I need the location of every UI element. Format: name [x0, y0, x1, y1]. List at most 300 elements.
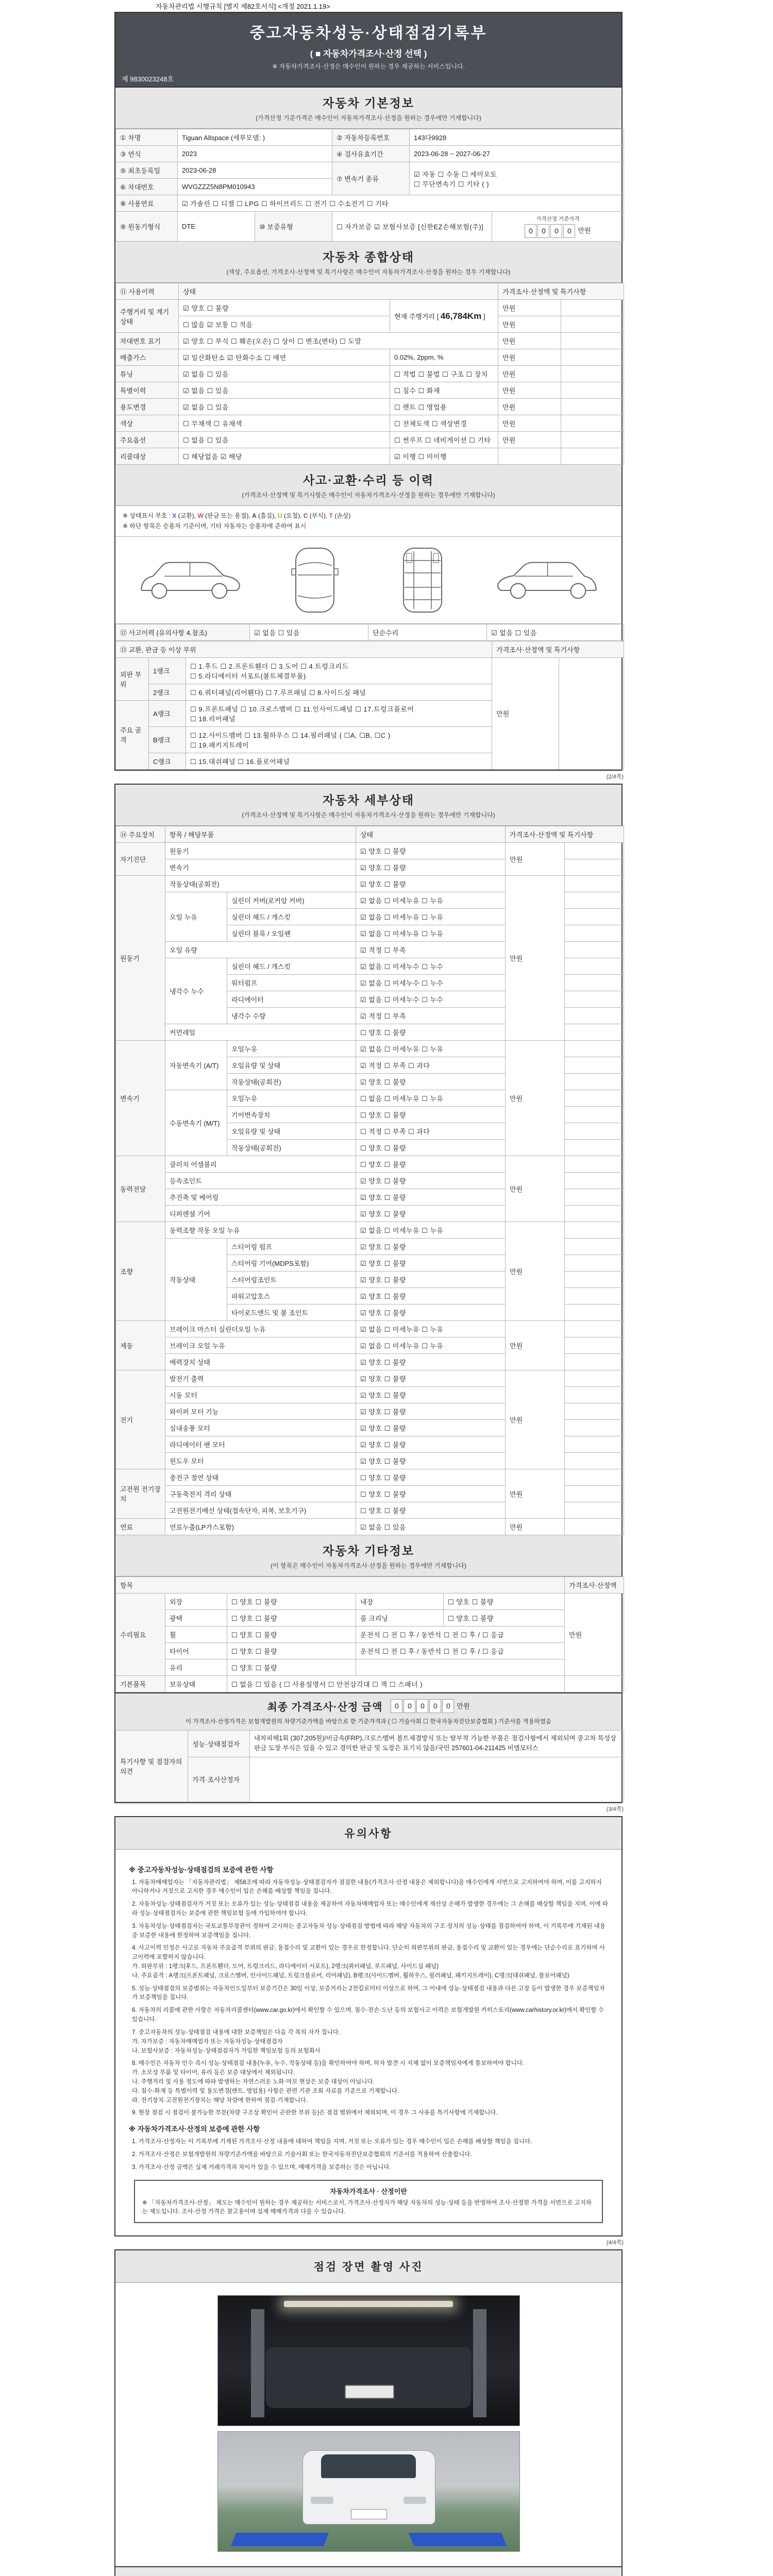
car-underside-shape: [266, 2347, 471, 2408]
coolant-leak-options[interactable]: ☑ 없음 ☐ 미세누수 ☐ 누수: [356, 974, 506, 991]
inspector-label: 성능·상태점검자: [188, 1730, 250, 1757]
accident-history-table: [115, 624, 624, 641]
brake-booster-options[interactable]: ☑ 양호 ☐ 불량: [356, 1353, 506, 1370]
emission-options[interactable]: ☑ 일산화탄소 ☑ 탄화수소 ☐ 매연: [179, 349, 390, 366]
note-cell: [565, 1255, 624, 1271]
item-label: 충전구 절연 상태: [165, 1469, 356, 1485]
inspection-photo-underbody: [217, 2295, 520, 2426]
fuel-leak-options[interactable]: ☑ 없음 ☐ 있음: [356, 1518, 506, 1535]
model-year-value: 2023: [178, 146, 332, 162]
base-price-label: 가격산정 기준가격: [536, 216, 580, 222]
price-digit-box: 0: [416, 1699, 428, 1713]
comprehensive-subtitle: (색상, 주요옵션, 가격조사·산정액 및 특기사항은 매수인이 자동차가격조사·산정을 원하는 경우 기재합니다): [226, 268, 511, 276]
column-header: 항목 / 해당부품: [165, 826, 356, 842]
notice-body: [115, 1850, 621, 2236]
exchange-price-header: 가격조사·산정액 및 특기사항: [492, 641, 624, 657]
hv-wiring-options[interactable]: ☐ 양호 ☐ 불량: [356, 1502, 506, 1518]
device-group-label: 조향: [116, 1222, 165, 1320]
item-label: 작동상태(공회전): [165, 875, 356, 892]
note-cell: [565, 941, 624, 958]
field-label: ⑦ 변속기 종류: [332, 162, 410, 195]
item-label: 발전기 출력: [165, 1370, 356, 1386]
appraiser-label: 가격·조사산정자: [188, 1757, 250, 1802]
field-label: ⑥ 차대번호: [116, 179, 178, 195]
state-code-legend: [115, 506, 621, 537]
glass-options[interactable]: ☐ 양호 ☐ 불량: [227, 1659, 356, 1675]
tire-position-options[interactable]: 운전석 ☐ 전 ☐ 후 / 동반석 ☐ 전 ☐ 후 / ☐ 응급: [356, 1642, 565, 1659]
notice-item: 1. 가격조사·산정자는 이 기록부에 기재된 가격조사·산정 내용에 대하여 책임을 지며, 거짓 또는 오류가 있는 경우 매수인이 입은 손해를 배상할 책임을 집니다.: [132, 2139, 532, 2145]
device-group-label: 연료: [116, 1518, 165, 1535]
note-cell: [565, 1271, 624, 1287]
generator-options[interactable]: ☑ 양호 ☐ 불량: [356, 1370, 506, 1386]
tierod-options[interactable]: ☑ 양호 ☐ 불량: [356, 1304, 506, 1320]
item-label: 구동축전지 격리 상태: [165, 1485, 356, 1502]
column-header: 상태: [356, 826, 506, 842]
document-title: 중고자동차성능·상태점검기록부: [249, 25, 488, 42]
note-cell: [561, 432, 624, 448]
price-cell: 만원: [492, 657, 559, 769]
notice-header: [115, 1817, 621, 1850]
legend-code-c: C: [303, 512, 308, 519]
note-cell: [561, 382, 624, 399]
item-label: 변속기: [165, 859, 356, 875]
other-info-header: [115, 1535, 621, 1577]
note-cell: [561, 415, 624, 432]
row-label: 차대번호 표기: [116, 333, 179, 349]
price-cell: 만원: [506, 1040, 565, 1156]
note-cell: [565, 1419, 624, 1436]
definition-box-title: 자동차가격조사 · 산정이란: [330, 2187, 407, 2195]
comprehensive-title: 자동차 종합상태: [323, 250, 414, 264]
option-detail-options[interactable]: ☐ 썬루프 ☐ 네비게이션 ☐ 기타: [390, 432, 498, 448]
outer-panel-label: 외판 부위: [116, 657, 149, 700]
item-label: 오일유량 및 상태: [227, 1123, 356, 1139]
commonrail-options[interactable]: ☐ 양호 ☐ 불량: [356, 1024, 506, 1040]
block-photos: [114, 2249, 623, 2567]
legend-note: ※ 하단 항목은 승용차 기준이며, 기타 자동차는 승용차에 준하여 표시: [123, 522, 307, 530]
main-frame-label: 주요 골격: [116, 700, 149, 769]
lift-post-shape: [251, 2309, 264, 2417]
price-cell: 만원: [506, 1320, 565, 1370]
note-cell: [565, 1156, 624, 1172]
clutch-options[interactable]: ☐ 양호 ☐ 불량: [356, 1156, 506, 1172]
note-cell: [565, 1403, 624, 1419]
item-label: 동력조향 작동 오일 누유: [165, 1222, 356, 1238]
cv-joint-options[interactable]: ☑ 양호 ☐ 불량: [356, 1172, 506, 1189]
sub-group-label: 작동상태: [165, 1238, 227, 1320]
item-label: 고전원전기배선 상태(접속단자, 피복, 보호기구): [165, 1502, 356, 1518]
headlight-shape: [404, 2497, 426, 2504]
car-diagram-side-right: [492, 545, 602, 615]
column-header: 항목: [116, 1577, 565, 1593]
steering-gear-options[interactable]: ☑ 양호 ☐ 불량: [356, 1255, 506, 1271]
note-cell: [565, 1436, 624, 1452]
car-diagram-side-left: [135, 545, 246, 615]
interior-options[interactable]: ☐ 양호 ☐ 불량: [444, 1593, 565, 1609]
item-label: 광택: [165, 1609, 227, 1626]
definition-box-text: ※ 「자동차가격조사·산정」 제도는 매수인이 원하는 경우 제공하는 서비스로서, 가격조사·산정자가 해당 자동차의 성능·상태 등을 반영하여 조사·산정한 가격을 서면으로 고지하는 제도입니다. 조사·산정 가격은 참고용이며 실제 매매가격과 다를 수 있습니다.: [142, 2199, 592, 2215]
coolant-leak-options[interactable]: ☑ 없음 ☐ 미세누수 ☐ 누수: [356, 958, 506, 974]
field-label: ③ 연식: [116, 146, 178, 162]
column-header: 가격조사·산정액 및 특기사항: [498, 283, 624, 300]
note-cell: [565, 1040, 624, 1057]
note-cell: [565, 1370, 624, 1386]
item-label: 오일유량 및 상태: [227, 1057, 356, 1073]
note-cell: [561, 366, 624, 382]
driveshaft-options[interactable]: ☑ 양호 ☐ 불량: [356, 1189, 506, 1205]
price-digit-box: 0: [404, 1699, 415, 1713]
rankB-part-options[interactable]: ☐ 12.사이드멤버 ☐ 13.휠하우스 ☐ 14.필러패널 ( ☐A, ☐B, ☐C ) ☐ 19.패키지트레이: [186, 726, 492, 753]
notice-item: 4. 사고이력 인정은 사고로 자동차 주요골격 부위의 판금, 용접수리 및 교환이 있는 경우로 한정합니다. 단순히 외판부위의 판금, 용접수리 및 교환이 있는 경우에는 단순수리로 표기하며 사고이력에 포함하지 않습니다. 가. 외판부위 : 1랭크(후드, 프론트휀더, 도어, 트렁크리드, 라디에이터 서포트), 2랭크(쿼터패널, 루프패널, 사이드실 패널) 나. 주요골격 : A랭크(프론트패널, 크로스멤버, 인사이드패널, 트렁크플로어, 리어패널), B랭크(사이드멤버, 휠하우스, 필러패널, 패키지트레이), C랭크(대쉬패널, 플로어패널): [132, 1945, 605, 1979]
page-marker: (4/4쪽): [606, 2240, 624, 2246]
note-cell: [565, 1106, 624, 1123]
price-cell: 만원: [506, 1222, 565, 1320]
note-cell: [565, 1123, 624, 1139]
brake-oil-options[interactable]: ☑ 없음 ☐ 미세누유 ☐ 누유: [356, 1337, 506, 1353]
item-label: 룸 크리닝: [356, 1609, 444, 1626]
column-header: ⑪ 사용이력: [116, 283, 179, 300]
notice-section-title: ※ 중고자동차성능·상태점검의 보증에 관한 사항: [129, 1866, 274, 1874]
selfdiag-engine-options[interactable]: ☑ 양호 ☐ 불량: [356, 842, 506, 859]
notice-item: 9. 현장 점검 시 점검이 불가능한 부분(차량 구조상 확인이 곤란한 부위 등)은 점검 범위에서 제외되며, 이 경우 그 사유를 특기사항에 기재합니다.: [132, 2110, 498, 2116]
polish-options[interactable]: ☐ 양호 ☐ 불량: [227, 1609, 356, 1626]
holding-state-options[interactable]: ☐ 없음 ☐ 있음 ( ☐ 사용설명서 ☐ 안전삼각대 ☐ 잭 ☐ 스패너 ): [227, 1675, 565, 1692]
accident-header: [115, 465, 621, 506]
engine-type-value: DTE: [178, 212, 255, 242]
price-cell: 만원: [498, 382, 561, 399]
wheel-options[interactable]: ☐ 양호 ☐ 불량: [227, 1626, 356, 1642]
rank-label: 2랭크: [149, 684, 186, 700]
item-label: 실린더 커버(로커암 커버): [227, 892, 356, 908]
sub-group-label: 수동변속기 (M/T): [165, 1090, 227, 1156]
field-label: ② 자동차등록번호: [332, 129, 410, 146]
item-label: 브레이크 오일 누유: [165, 1337, 356, 1353]
note-cell: [565, 1222, 624, 1238]
notice-item: 8. 매수인은 자동차 인수 즉시 성능·상태점검 내용(누유, 누수, 작동상태 등)을 확인하여야 하며, 하자 발견 시 지체 없이 보증책임자에게 통보하여야 합니다. 가. 소모성 부품 및 타이어, 유리 등은 보증 대상에서 제외됩니다. 나. 주행거리 및 사용 정도에 따라 발생하는 자연스러운 노화·마모 현상은 보증 대상이 아닙니다. 다. 침수·화재 등 특별이력 및 용도변경(렌트, 영업용) 사항은 관련 기관 조회 자료를 기준으로 기재합니다. 라. 전기장치·고전원전기장치는 해당 차량에 한하여 점검·기재합니다.: [132, 2060, 525, 2104]
basic-info-table: [115, 129, 624, 242]
photos-title: 점검 장면 촬영 사진: [313, 2261, 424, 2274]
exchange-header: ⑬ 교환, 판금 등 이상 부위: [116, 641, 492, 657]
item-label: 연료누출(LP가스포함): [165, 1518, 356, 1535]
price-cell: 만원: [506, 1370, 565, 1469]
item-label: 스티어링 기어(MDPS포함): [227, 1255, 356, 1271]
item-label: 오일누유: [227, 1090, 356, 1106]
legend-code-a: A: [252, 512, 257, 519]
block-notice: [114, 1816, 623, 2237]
headlight-shape: [311, 2497, 333, 2504]
item-label: 실린더 헤드 / 개스킷: [227, 958, 356, 974]
rank2-part-options[interactable]: ☐ 6.쿼터패널(리어휀다) ☐ 7.루프패널 ☐ 8.사이드실 패널: [186, 684, 492, 700]
mt-gear-options[interactable]: ☐ 양호 ☐ 불량: [356, 1106, 506, 1123]
item-label: 휠: [165, 1626, 227, 1642]
item-label: 원동기: [165, 842, 356, 859]
appraiser-opinion-text: [250, 1757, 624, 1802]
block-signature: [114, 2567, 623, 2576]
basic-items-label: 기본품목: [116, 1675, 165, 1692]
at-oil-leak-options[interactable]: ☑ 없음 ☐ 미세누유 ☐ 누유: [356, 1040, 506, 1057]
sub-group-label: 냉각수 누수: [165, 958, 227, 1024]
reg-no-value: 143다9928: [410, 129, 624, 146]
block-basic-info: [114, 88, 623, 771]
item-label: 유리: [165, 1659, 227, 1675]
item-label: 오일누유: [227, 1040, 356, 1057]
special-history-options[interactable]: ☑ 없음 ☐ 있음: [179, 382, 390, 399]
mt-oil-leak-options[interactable]: ☐ 없음 ☐ 미세누유 ☐ 누유: [356, 1090, 506, 1106]
usage-change-options[interactable]: ☑ 없음 ☐ 있음: [179, 399, 390, 415]
note-cell: [565, 1090, 624, 1106]
at-idle-options[interactable]: ☑ 양호 ☐ 불량: [356, 1073, 506, 1090]
transmission-options[interactable]: ☑ 자동 ☐ 수동 ☐ 세미오토 ☐ 무단변속기 ☐ 기타 ( ): [410, 162, 624, 195]
basic-info-header: [115, 88, 621, 129]
accident-subtitle: (가격조사·산정액 및 특기사항은 매수인이 자동차가격조사·산정을 원하는 경우에만 기재합니다): [242, 492, 495, 499]
mileage-status-options[interactable]: ☑ 양호 ☐ 불량: [179, 300, 390, 316]
note-cell: [565, 1172, 624, 1189]
mileage-text: 현재 주행거리 [: [394, 312, 441, 320]
notice-item: 1. 자동차매매업자는 「자동차관리법」 제58조에 따라 자동차성능·상태점검자가 점검한 내용(가격조사·산정 내용은 제외합니다)을 매수인에게 서면으로 고지하여야 하며, 이를 고지하지 아니하거나 거짓으로 고지한 경우 매수인이 입은 손해를 배상할 책임을 집니다.: [132, 1879, 602, 1895]
row-label: 주행거리 및 계기상태: [116, 300, 179, 333]
item-label: 스티어링조인트: [227, 1271, 356, 1287]
note-cell: [565, 1337, 624, 1353]
detail-subtitle: (가격조사·산정액 및 특기사항은 매수인이 자동차가격조사·산정을 원하는 경우에만 기재합니다): [242, 811, 495, 819]
fuel-options[interactable]: ☑ 가솔린 ☐ 디젤 ☐ LPG ☐ 하이브리드 ☐ 전기 ☐ 수소전기 ☐ 기타: [178, 195, 624, 212]
field-label: ⑧ 사용연료: [116, 195, 178, 212]
rank1-part-options[interactable]: ☐ 1.후드 ☐ 2.프론트휀더 ☐ 3.도어 ☐ 4.트렁크리드 ☐ 5.라디에이터 서포트(볼트체결부품): [186, 657, 492, 684]
detail-state-table: [115, 826, 624, 1535]
item-label: 파워고압호스: [227, 1287, 356, 1304]
item-label: 냉각수 수량: [227, 1007, 356, 1024]
legend-desc: (흠집),: [256, 512, 278, 519]
tire-options[interactable]: ☐ 양호 ☐ 불량: [227, 1642, 356, 1659]
column-header: 상태: [179, 283, 498, 300]
item-label: 오일 유량: [165, 941, 356, 958]
mileage-amount-options[interactable]: ☐ 많음 ☑ 보통 ☐ 적음: [179, 316, 390, 333]
coolant-quantity-options[interactable]: ☑ 적정 ☐ 부족: [356, 1007, 506, 1024]
special-detail-options[interactable]: ☐ 침수 ☐ 화재: [390, 382, 498, 399]
opinion-table: [115, 1730, 624, 1802]
selfdiag-transmission-options[interactable]: ☑ 양호 ☐ 불량: [356, 859, 506, 875]
item-label: 외장: [165, 1593, 227, 1609]
note-cell: [559, 657, 624, 769]
accident-history-options[interactable]: ☑ 없음 ☐ 있음: [250, 624, 368, 640]
item-label: 내장: [356, 1593, 444, 1609]
mt-idle-options[interactable]: ☐ 양호 ☐ 불량: [356, 1139, 506, 1156]
inspection-period-value: 2023-06-28 ~ 2027-06-27: [410, 146, 624, 162]
oil-quantity-options[interactable]: ☑ 적정 ☐ 부족: [356, 941, 506, 958]
inspector-opinion-text: 내차피해1회 (307,205원)/비금속(FRP),크로스멤버 볼트체결방식 또는 탈부착 가능한 부품은 점검사항에서 제외되며 중고차 특성상 판금 도장 부식은 있을 수 있고 경미한 판금 및 도장은 표기치 않음/국민 257601-04-211425 비엠모터스: [250, 1730, 624, 1757]
row-label: 특별이력: [116, 382, 179, 399]
power-hose-options[interactable]: ☑ 양호 ☐ 불량: [356, 1287, 506, 1304]
tuning-options[interactable]: ☑ 없음 ☐ 있음: [179, 366, 390, 382]
oil-leak-options[interactable]: ☑ 없음 ☐ 미세누유 ☐ 누유: [356, 925, 506, 941]
comprehensive-header: [115, 242, 621, 283]
room-cleaning-options[interactable]: ☐ 양호 ☐ 불량: [444, 1609, 565, 1626]
column-header: 가격조사·산정액 및 특기사항: [506, 826, 624, 842]
column-header: ⑭ 주요장치: [116, 826, 165, 842]
color-options[interactable]: ☐ 무채색 ☐ 유채색: [179, 415, 390, 432]
legend-desc: (요철),: [282, 512, 304, 519]
price-cell: 만원: [498, 316, 561, 333]
accident-history-label: ⑫ 사고이력 (유의사항 4.참조): [116, 624, 250, 640]
device-group-label: 자기진단: [116, 842, 165, 875]
item-label: 브레이크 마스터 실린더오일 누유: [165, 1320, 356, 1337]
final-price-band: [115, 1692, 621, 1730]
note-cell: [356, 1659, 565, 1675]
engine-idle-options[interactable]: ☑ 양호 ☐ 불량: [356, 875, 506, 892]
note-cell: [561, 300, 624, 316]
license-plate-shape: [351, 2509, 387, 2519]
other-info-table: [115, 1577, 624, 1692]
document-note: ※ 자동차가격조사·산정은 매수인이 원하는 경우 제공하는 서비스입니다.: [272, 63, 465, 70]
rank-label: C랭크: [149, 753, 186, 769]
note-cell: [561, 399, 624, 415]
note-cell: [565, 1502, 624, 1518]
price-unit: 만원: [578, 226, 591, 234]
price-unit: 만원: [457, 1702, 470, 1710]
field-label: ⑤ 최초등록일: [116, 162, 178, 179]
item-label: 와이퍼 모터 기능: [165, 1403, 356, 1419]
recall-detail-options[interactable]: ☑ 이행 ☐ 미이행: [390, 448, 498, 465]
notice-item: 6. 자동차의 리콜에 관한 사항은 자동차리콜센터(www.car.go.kr)에서 확인할 수 있으며, 침수·전손·도난 등의 보험사고 이력은 보험개발원 카히스토리(www.carhistory.or.kr)에서 확인할 수 있습니다.: [132, 2007, 604, 2023]
at-oil-level-options[interactable]: ☑ 적정 ☐ 부족 ☐ 과다: [356, 1057, 506, 1073]
differential-options[interactable]: ☑ 양호 ☐ 불량: [356, 1205, 506, 1222]
note-cell: [565, 958, 624, 974]
note-cell: [565, 892, 624, 908]
column-header: 가격조사·산정액: [565, 1577, 624, 1593]
field-label: ⑨ 원동기형식: [116, 212, 178, 242]
item-label: 작동상태(공회전): [227, 1073, 356, 1090]
blower-motor-options[interactable]: ☑ 양호 ☐ 불량: [356, 1419, 506, 1436]
mileage-text: ]: [481, 312, 485, 320]
recall-options[interactable]: ☐ 해당없음 ☑ 해당: [179, 448, 390, 465]
price-digit-box: 0: [537, 224, 549, 238]
warranty-options[interactable]: ☐ 자가보증 ☑ 보험사보증 [신한EZ손해보험(주)]: [332, 212, 492, 242]
price-digit-box: 0: [550, 224, 562, 238]
wheel-position-options[interactable]: 운전석 ☐ 전 ☐ 후 / 동반석 ☐ 전 ☐ 후 / ☐ 응급: [356, 1626, 565, 1642]
note-cell: [565, 1452, 624, 1469]
final-price-digits: [391, 1699, 469, 1713]
inspection-photo-front: [217, 2431, 520, 2552]
legend-code-u: U: [277, 512, 282, 519]
item-label: 실내송풍 모터: [165, 1419, 356, 1436]
radiator-fan-options[interactable]: ☑ 양호 ☐ 불량: [356, 1436, 506, 1452]
note-cell: [565, 1469, 624, 1485]
item-label: 타이어: [165, 1642, 227, 1659]
price-cell: 만원: [506, 1518, 565, 1535]
note-cell: [565, 1287, 624, 1304]
legend-code-w: W: [197, 512, 204, 519]
exterior-options[interactable]: ☐ 양호 ☐ 불량: [227, 1593, 356, 1609]
steering-joint-options[interactable]: ☑ 양호 ☐ 불량: [356, 1271, 506, 1287]
steering-oil-leak-options[interactable]: ☑ 없음 ☐ 미세누유 ☐ 누유: [356, 1222, 506, 1238]
price-cell: 만원: [498, 366, 561, 382]
page-marker: (2/4쪽): [606, 773, 624, 780]
item-label: 시동 모터: [165, 1386, 356, 1403]
license-plate-shape: [345, 2385, 394, 2399]
usage-detail-options[interactable]: ☐ 렌트 ☐ 영업용: [390, 399, 498, 415]
note-cell: [565, 1518, 624, 1535]
mt-oil-level-options[interactable]: ☐ 적정 ☐ 부족 ☐ 과다: [356, 1123, 506, 1139]
price-cell: [498, 448, 561, 465]
price-cell: 만원: [506, 875, 565, 1040]
item-label: 작동상태(공회전): [227, 1139, 356, 1156]
car-diagram-top: [276, 544, 354, 616]
note-cell: [561, 349, 624, 366]
note-cell: [561, 333, 624, 349]
steering-pump-options[interactable]: ☑ 양호 ☐ 불량: [356, 1238, 506, 1255]
note-cell: [565, 925, 624, 941]
window-motor-options[interactable]: ☑ 양호 ☐ 불량: [356, 1452, 506, 1469]
other-info-title: 자동차 기타정보: [323, 1544, 414, 1557]
price-digit-box: 0: [563, 224, 575, 238]
main-option-options[interactable]: ☐ 없음 ☐ 있음: [179, 432, 390, 448]
car-diagram-area: [115, 537, 621, 624]
row-label: 색상: [116, 415, 179, 432]
price-appraisal-definition-box: [134, 2180, 603, 2224]
legend-desc: (판금 또는 용접),: [203, 512, 253, 519]
color-detail-options[interactable]: ☐ 전체도색 ☐ 색상변경: [390, 415, 498, 432]
device-group-label: 고전원 전기장치: [116, 1469, 165, 1518]
document-number: 제 9830023248호: [122, 75, 174, 83]
charge-port-options[interactable]: ☐ 양호 ☐ 불량: [356, 1469, 506, 1485]
oil-leak-options[interactable]: ☑ 없음 ☐ 미세누유 ☐ 누유: [356, 892, 506, 908]
oil-leak-options[interactable]: ☑ 없음 ☐ 미세누유 ☐ 누유: [356, 908, 506, 925]
tuning-detail-options[interactable]: ☐ 적법 ☐ 불법 ☐ 구조 ☐ 장치: [390, 366, 498, 382]
item-label: 디퍼렌셜 기어: [165, 1205, 356, 1222]
field-label: ⑩ 보증유형: [255, 212, 332, 242]
lift-rail-shape: [408, 2533, 507, 2546]
lift-rail-shape: [230, 2533, 329, 2546]
row-label: 튜닝: [116, 366, 179, 382]
rankC-part-options[interactable]: ☐ 15.대쉬패널 ☐ 16.플로어패널: [186, 753, 492, 769]
note-cell: [565, 1139, 624, 1156]
battery-isolation-options[interactable]: ☐ 양호 ☐ 불량: [356, 1485, 506, 1502]
price-cell: 만원: [498, 349, 561, 366]
item-label: 커먼레일: [165, 1024, 356, 1040]
price-cell: 만원: [498, 415, 561, 432]
wiper-motor-options[interactable]: ☑ 양호 ☐ 불량: [356, 1403, 506, 1419]
legend-desc: (손상): [332, 512, 351, 519]
final-price-label: 최종 가격조사·산정 금액: [267, 1701, 383, 1713]
vin-mark-options[interactable]: ☑ 양호 ☐ 부식 ☐ 훼손(오손) ☐ 상이 ☐ 변조(변타) ☐ 도말: [179, 333, 498, 349]
notice-item: 5. 성능·상태점검의 보증범위는 자동차인도일부터 보증기간은 30일 이상, 보증거리는 2천킬로미터 이상으로 하며, 그 이내에 성능·상태점검 내용과 다른 고장 등이 발생한 경우 보증책임자가 보증책임을 집니다.: [132, 1985, 605, 2001]
brake-master-options[interactable]: ☑ 없음 ☐ 미세누유 ☐ 누유: [356, 1320, 506, 1337]
opinion-label: 특기사항 및 점검자의 의견: [116, 1730, 188, 1802]
legend-code-t: T: [329, 512, 333, 519]
basic-info-subtitle: (가격산정 기준가격은 매수인이 자동차가격조사·산정을 원하는 경우에만 기재합니다): [256, 114, 481, 122]
price-cell: 만원: [506, 1156, 565, 1222]
note-cell: [565, 974, 624, 991]
simple-repair-options[interactable]: ☑ 없음 ☐ 있음: [487, 624, 624, 640]
note-cell: [565, 1304, 624, 1320]
note-cell: [565, 875, 624, 892]
ceiling-lamp-shape: [284, 2301, 453, 2307]
price-cell: [565, 1675, 624, 1692]
note-cell: [565, 1024, 624, 1040]
starter-motor-options[interactable]: ☑ 양호 ☐ 불량: [356, 1386, 506, 1403]
windshield-shape: [321, 2454, 416, 2478]
mileage-value: 46,784Km: [440, 311, 482, 321]
note-cell: [561, 316, 624, 333]
item-label: 라디에이터: [227, 991, 356, 1007]
coolant-leak-options[interactable]: ☑ 없음 ☐ 미세누수 ☐ 누수: [356, 991, 506, 1007]
rankA-part-options[interactable]: ☐ 9.프론트패널 ☐ 10.크로스멤버 ☐ 11.인사이드패널 ☐ 17.트렁크플로어 ☐ 18.리어패널: [186, 700, 492, 726]
device-group-label: 동력전달: [116, 1156, 165, 1222]
notice-section-title: ※ 자동차가격조사·산정의 보증에 관한 사항: [129, 2125, 260, 2133]
note-cell: [565, 1238, 624, 1255]
signature-header: [115, 2567, 621, 2576]
legend-code-x: X: [172, 512, 177, 519]
row-label: 용도변경: [116, 399, 179, 415]
